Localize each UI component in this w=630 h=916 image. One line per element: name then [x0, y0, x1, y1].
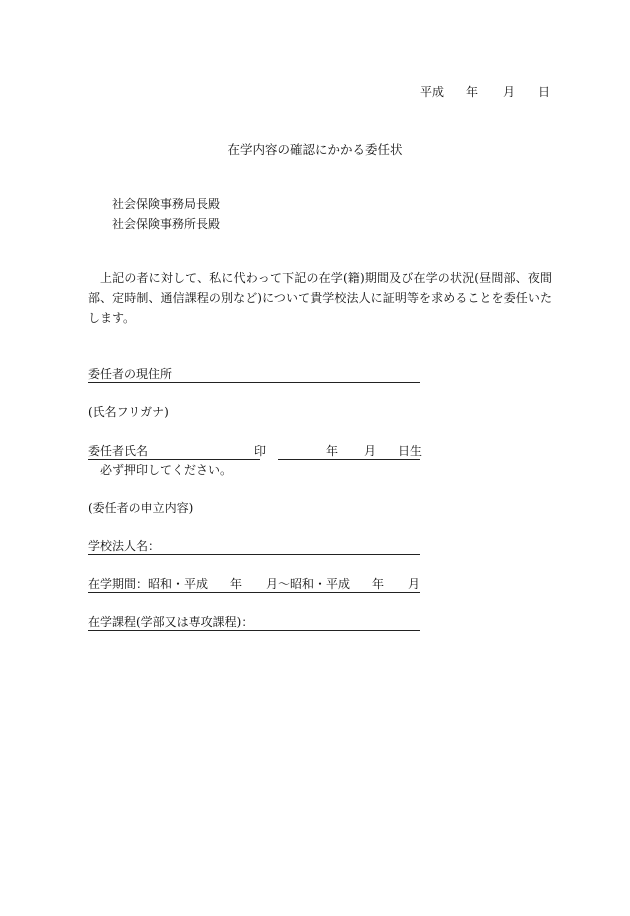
- birth-day: 日生: [398, 444, 423, 458]
- address-label: 委任者の現住所: [88, 367, 173, 381]
- name-label: 委任者氏名: [88, 443, 260, 460]
- delegation-statement: 上記の者に対して、私に代わって下記の在学(籍)期間及び在学の状況(昼間部、夜間部、定時制、通信課程の別など)について貴学校法人に証明等を求めることを委任いたします。: [88, 271, 552, 325]
- course-label: 在学課程(学部又は専攻課程)：: [88, 615, 254, 629]
- period-to-month: 月: [408, 577, 421, 591]
- seal-mark: 印: [254, 444, 267, 458]
- addressee-bureau: 社会保険事務局長殿: [112, 197, 221, 211]
- document-title: 在学内容の確認にかかる委任状: [227, 142, 403, 157]
- application-label: (委任者の申立内容): [88, 501, 194, 515]
- address-field[interactable]: [88, 366, 420, 383]
- birth-year: 年: [326, 444, 339, 458]
- date-day: 日: [538, 85, 551, 99]
- birth-month: 月: [364, 444, 377, 458]
- period-to-year: 年: [372, 577, 385, 591]
- date-era: 平成: [420, 85, 445, 99]
- date-line: [420, 84, 444, 100]
- school-name-field[interactable]: [88, 538, 420, 555]
- addressee-office: 社会保険事務所長殿: [112, 217, 221, 231]
- seal-note: 必ず押印してください。: [100, 463, 233, 477]
- date-month: 月: [503, 85, 516, 99]
- period-from-month: 月～昭和・平成: [266, 577, 351, 591]
- furigana-label: (氏名フリガナ): [88, 405, 169, 419]
- date-year: 年: [466, 85, 479, 99]
- name-field[interactable]: [88, 443, 423, 459]
- period-label: 在学期間：昭和・平成: [88, 577, 209, 591]
- enrollment-period-field[interactable]: [88, 576, 420, 593]
- course-field[interactable]: [88, 614, 420, 631]
- school-label: 学校法人名：: [88, 539, 161, 553]
- period-from-year: 年: [230, 577, 243, 591]
